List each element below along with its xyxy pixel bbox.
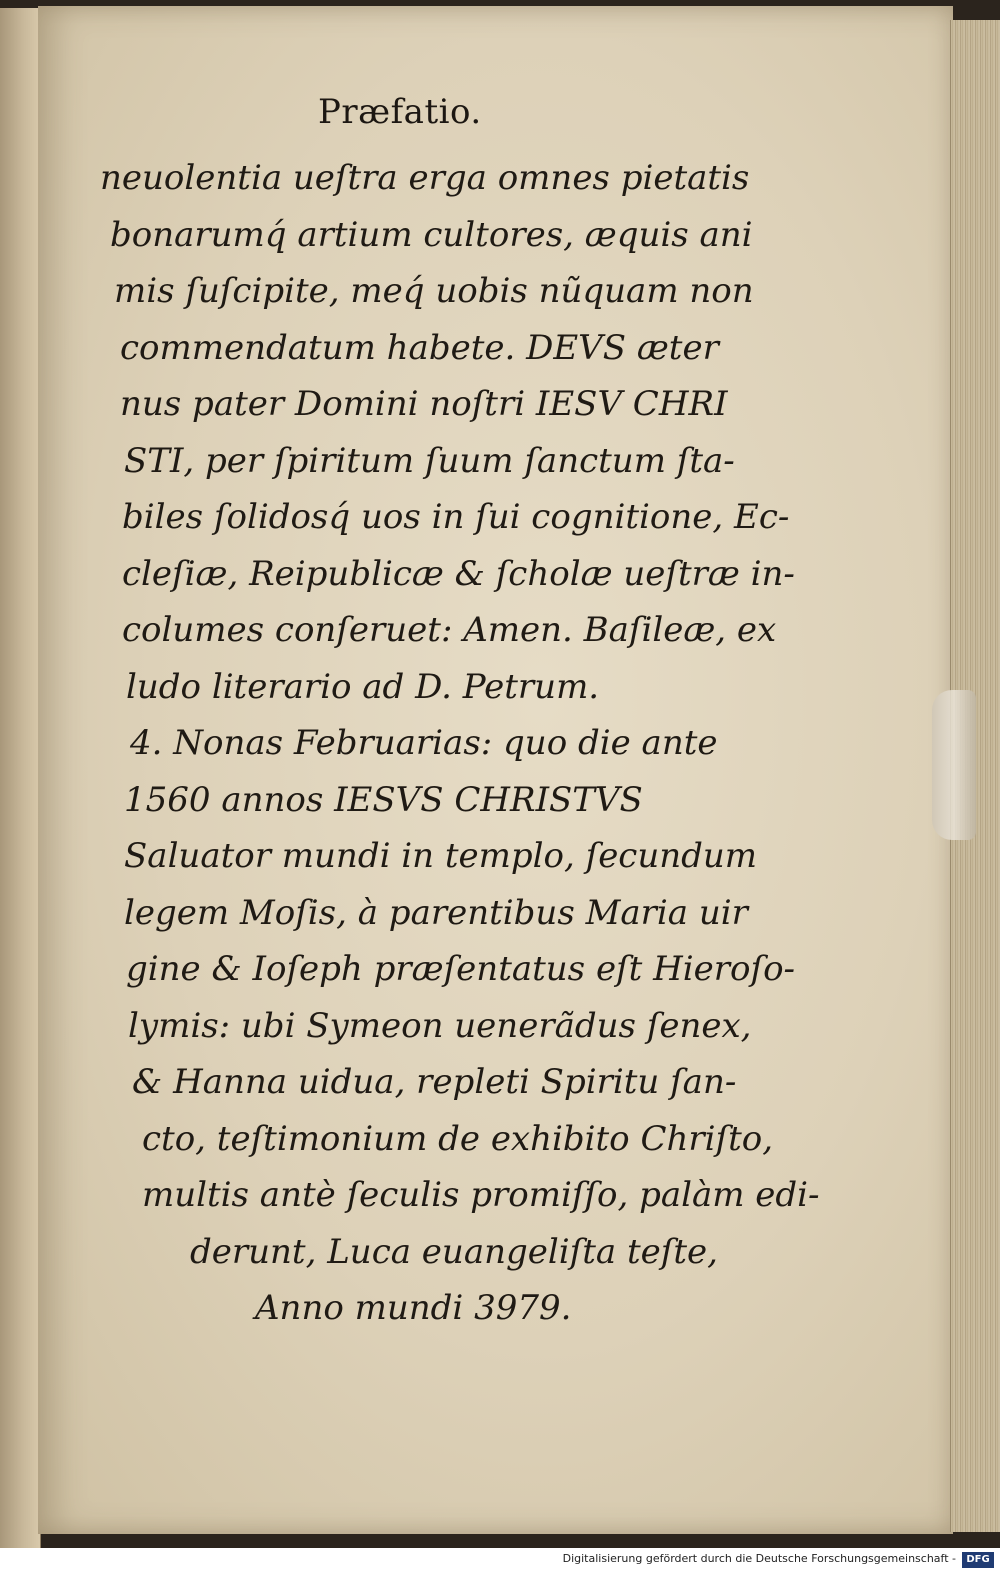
text-line: & Hanna uidua, repleti Spiritu ſan-	[132, 1062, 737, 1102]
text-line: columes conſeruet: Amen. Baſileæ, ex	[122, 610, 777, 650]
text-line-closing: Anno mundi 3979.	[255, 1288, 572, 1328]
text-line: gine & Ioſeph præſentatus eſt Hieroſo-	[126, 949, 796, 989]
facing-page-edge	[0, 8, 41, 1548]
text-line: STI, per ſpiritum ſuum ſanctum ſta-	[124, 440, 735, 481]
digitization-credit: Digitalisierung gefördert durch die Deutsche Forschungsgemeinschaft -	[562, 1552, 956, 1565]
page-header: Præfatio.	[318, 92, 482, 132]
text-line: 4. Nonas Februarias: quo die ante	[130, 723, 718, 763]
page-body-text	[100, 150, 820, 1337]
text-line: biles ſolidosq́ uos in ſui cognitione, Ec-	[122, 497, 790, 537]
text-line: cleſiæ, Reipublicæ & ſcholæ ueſtræ in-	[122, 553, 795, 594]
text-line: commendatum habete. DEVS æter	[120, 327, 719, 368]
text-line: lymis: ubi Symeon uenerãdus ſenex,	[128, 1005, 752, 1046]
text-line: derunt, Luca euangeliſta teſte,	[190, 1231, 718, 1272]
text-line: ludo literario ad D. Petrum.	[126, 666, 600, 707]
book-clasp	[932, 690, 976, 840]
text-line: 1560 annos IESVS CHRISTVS	[124, 779, 643, 820]
text-line: mis ſuſcipite, meq́ uobis nũquam non	[114, 271, 754, 311]
dfg-logo: DFG	[962, 1552, 994, 1568]
text-line: bonarumq́ artium cultores, æquis ani	[110, 214, 753, 255]
text-line: cto, teſtimonium de exhibito Chriſto,	[142, 1118, 774, 1159]
text-line: legem Moſis, à parentibus Maria uir	[124, 892, 748, 933]
text-line: multis antè ſeculis promiſſo, palàm edi-	[142, 1175, 820, 1215]
text-line: nus pater Domini noſtri IESV CHRI	[120, 384, 728, 424]
text-line: Saluator mundi in templo, ſecundum	[124, 836, 758, 876]
text-line: neuolentia ueſtra erga omnes pietatis	[100, 158, 750, 198]
